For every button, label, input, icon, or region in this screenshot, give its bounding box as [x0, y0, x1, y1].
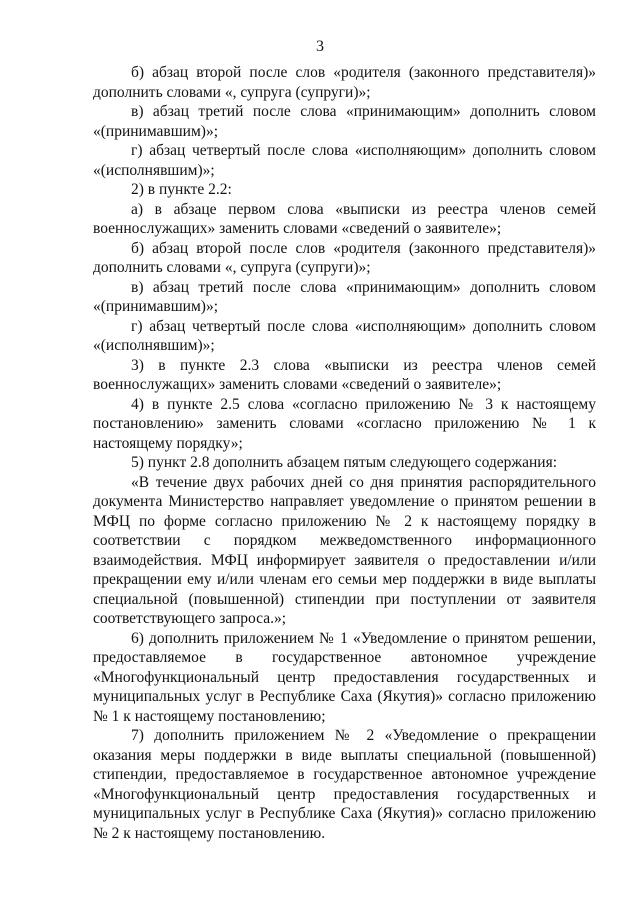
paragraph-5: 5) пункт 2.8 дополнить абзацем пятым следующего содержания:: [131, 454, 558, 471]
paragraph-1c: в) абзац третий после слова «принимающим» дополнить словом «(принимавшим)»;: [93, 103, 596, 140]
paragraph-2c: в) абзац третий после слова «принимающим» дополнить словом «(принимавшим)»;: [93, 278, 596, 315]
paragraph-6: 6) дополнить приложением № 1 «Уведомление о принятом решении, предоставляемое в государственное автономное учреждение «Многофункциональный центр предоставления государственных и муниципальных услуг в Республике Саха (Якутия)» согласно приложению № 1 к настоящему постановлению;: [93, 629, 596, 725]
paragraph-2b: б) абзац второй после слов «родителя (законного представителя)» дополнить словами «, супруга (супруги)»;: [93, 239, 596, 276]
paragraph-1b: б) абзац второй после слов «родителя (законного представителя)» дополнить словами «, супруга (супруги)»;: [93, 64, 596, 101]
paragraph-5-quote: «В течение двух рабочих дней со дня принятия распорядительного документа Министерство направляет уведомление о принятом решении в МФЦ по форме согласно приложению № 2 к настоящему порядку в соответствии с порядком межведомственного информационного взаимодействия. МФЦ информирует заявителя о предоставлении и/или прекращении ему и/или членам его семьи мер поддержки в виде выплаты специальной (повышенной) стипендии при поступлении от заявителя соответствующего запроса.»;: [93, 473, 596, 627]
paragraph-2-heading: 2) в пункте 2.2:: [131, 181, 232, 198]
paragraph-1d: г) абзац четвертый после слова «исполняющим» дополнить словом «(исполнявшим)»;: [93, 142, 596, 179]
paragraph-3: 3) в пункте 2.3 слова «выписки из реестра членов семей военнослужащих» заменить словами «сведений о заявителе»;: [93, 356, 596, 393]
document-body: [93, 63, 596, 843]
paragraph-4: 4) в пункте 2.5 слова «согласно приложению № 3 к настоящему постановлению» заменить словами «согласно приложению № 1 к настоящему порядку»;: [93, 395, 596, 452]
paragraph-2d: г) абзац четвертый после слова «исполняющим» дополнить словом «(исполнявшим)»;: [93, 317, 596, 354]
paragraph-7: 7) дополнить приложением № 2 «Уведомление о прекращении оказания меры поддержки в виде выплаты специальной (повышенной) стипендии, предоставляемое в государственное автономное учреждение «Многофункциональный центр предоставления государственных и муниципальных услуг в Республике Саха (Якутия)» согласно приложению № 2 к настоящему постановлению.: [93, 727, 596, 842]
paragraph-2a: а) в абзаце первом слова «выписки из реестра членов семей военнослужащих» заменить словами «сведений о заявителе»;: [93, 200, 596, 237]
page-number: 3: [316, 38, 324, 55]
